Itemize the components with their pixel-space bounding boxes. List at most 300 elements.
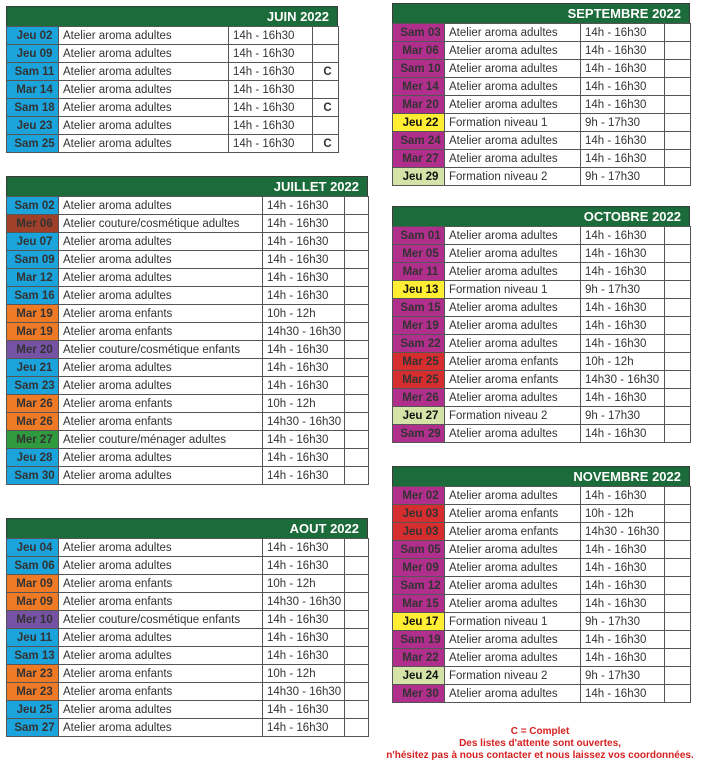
activity-label: Atelier aroma adultes <box>445 24 581 42</box>
schedule-row <box>393 281 691 299</box>
status-cell <box>313 27 339 45</box>
schedule-row <box>7 197 369 215</box>
schedule-row <box>393 42 691 60</box>
time-slot: 14h - 16h30 <box>229 135 313 153</box>
schedule-row <box>393 24 691 42</box>
time-slot: 14h - 16h30 <box>581 389 665 407</box>
time-slot: 14h - 16h30 <box>581 78 665 96</box>
status-cell <box>345 251 369 269</box>
day-badge: Jeu 02 <box>7 27 59 45</box>
time-slot: 14h - 16h30 <box>581 425 665 443</box>
schedule-row <box>393 541 691 559</box>
activity-label: Atelier aroma adultes <box>59 359 263 377</box>
activity-label: Atelier couture/cosmétique enfants <box>59 611 263 629</box>
time-slot: 10h - 12h <box>263 665 345 683</box>
day-badge: Mer 30 <box>393 685 445 703</box>
day-badge: Mar 14 <box>7 81 59 99</box>
schedule-table <box>392 226 691 443</box>
month-title: AOUT 2022 <box>6 518 368 538</box>
status-cell <box>345 629 369 647</box>
day-badge: Mar 25 <box>393 371 445 389</box>
activity-label: Atelier aroma adultes <box>59 377 263 395</box>
schedule-row <box>7 719 369 737</box>
schedule-row <box>7 395 369 413</box>
activity-label: Atelier aroma adultes <box>445 299 581 317</box>
status-cell <box>665 407 691 425</box>
schedule-row <box>393 613 691 631</box>
legend-note <box>384 726 696 762</box>
day-badge: Sam 27 <box>7 719 59 737</box>
activity-label: Atelier aroma enfants <box>445 353 581 371</box>
schedule-row <box>393 353 691 371</box>
day-badge: Sam 02 <box>7 197 59 215</box>
activity-label: Atelier aroma adultes <box>59 719 263 737</box>
activity-label: Atelier aroma adultes <box>445 631 581 649</box>
time-slot: 14h - 16h30 <box>581 150 665 168</box>
time-slot: 14h - 16h30 <box>229 99 313 117</box>
day-badge: Mar 26 <box>7 395 59 413</box>
day-badge: Sam 24 <box>393 132 445 150</box>
activity-label: Atelier aroma adultes <box>59 99 229 117</box>
month-title: JUIN 2022 <box>6 6 338 26</box>
month-title: OCTOBRE 2022 <box>392 206 690 226</box>
time-slot: 14h - 16h30 <box>581 335 665 353</box>
day-badge: Mer 05 <box>393 245 445 263</box>
time-slot: 9h - 17h30 <box>581 281 665 299</box>
time-slot: 14h - 16h30 <box>581 60 665 78</box>
time-slot: 14h30 - 16h30 <box>263 593 345 611</box>
status-cell <box>345 683 369 701</box>
status-cell <box>665 425 691 443</box>
schedule-table <box>6 26 339 153</box>
time-slot: 14h - 16h30 <box>263 269 345 287</box>
activity-label: Atelier aroma adultes <box>445 577 581 595</box>
activity-label: Atelier aroma adultes <box>59 629 263 647</box>
activity-label: Atelier aroma adultes <box>59 557 263 575</box>
activity-label: Atelier aroma adultes <box>445 60 581 78</box>
activity-label: Formation niveau 1 <box>445 613 581 631</box>
schedule-row <box>7 629 369 647</box>
activity-label: Atelier couture/ménager adultes <box>59 431 263 449</box>
status-cell <box>665 353 691 371</box>
time-slot: 14h - 16h30 <box>263 233 345 251</box>
time-slot: 14h - 16h30 <box>263 287 345 305</box>
schedule-row <box>7 449 369 467</box>
time-slot: 14h - 16h30 <box>581 132 665 150</box>
status-cell <box>665 281 691 299</box>
day-badge: Jeu 25 <box>7 701 59 719</box>
status-cell <box>345 233 369 251</box>
status-cell <box>665 132 691 150</box>
day-badge: Mer 09 <box>393 559 445 577</box>
day-badge: Mar 19 <box>7 323 59 341</box>
status-cell <box>665 299 691 317</box>
status-cell <box>345 593 369 611</box>
day-badge: Jeu 27 <box>393 407 445 425</box>
time-slot: 14h - 16h30 <box>581 96 665 114</box>
status-cell <box>665 42 691 60</box>
day-badge: Sam 22 <box>393 335 445 353</box>
activity-label: Atelier aroma adultes <box>59 63 229 81</box>
schedule-row <box>393 407 691 425</box>
status-cell <box>345 341 369 359</box>
status-cell <box>665 631 691 649</box>
time-slot: 14h30 - 16h30 <box>581 371 665 389</box>
schedule-row <box>393 685 691 703</box>
activity-label: Atelier aroma enfants <box>445 523 581 541</box>
schedule-row <box>393 299 691 317</box>
activity-label: Atelier aroma adultes <box>445 132 581 150</box>
schedule-row <box>7 305 369 323</box>
day-badge: Sam 15 <box>393 299 445 317</box>
activity-label: Formation niveau 2 <box>445 667 581 685</box>
schedule-row <box>393 523 691 541</box>
day-badge: Jeu 11 <box>7 629 59 647</box>
schedule-row <box>393 168 691 186</box>
activity-label: Atelier aroma adultes <box>445 595 581 613</box>
status-cell <box>345 449 369 467</box>
day-badge: Sam 16 <box>7 287 59 305</box>
day-badge: Jeu 07 <box>7 233 59 251</box>
time-slot: 14h - 16h30 <box>263 611 345 629</box>
day-badge: Sam 01 <box>393 227 445 245</box>
time-slot: 14h - 16h30 <box>263 449 345 467</box>
status-cell <box>345 413 369 431</box>
status-cell <box>665 371 691 389</box>
activity-label: Atelier aroma adultes <box>59 45 229 63</box>
activity-label: Atelier aroma adultes <box>445 96 581 114</box>
schedule-row <box>393 150 691 168</box>
month-title: NOVEMBRE 2022 <box>392 466 690 486</box>
status-cell <box>665 389 691 407</box>
activity-label: Atelier aroma adultes <box>445 487 581 505</box>
status-cell <box>665 613 691 631</box>
activity-label: Atelier aroma enfants <box>445 505 581 523</box>
day-badge: Sam 18 <box>7 99 59 117</box>
day-badge: Jeu 21 <box>7 359 59 377</box>
activity-label: Atelier aroma adultes <box>59 233 263 251</box>
day-badge: Mer 26 <box>393 389 445 407</box>
status-cell <box>313 117 339 135</box>
day-badge: Sam 05 <box>393 541 445 559</box>
activity-label: Atelier aroma adultes <box>59 539 263 557</box>
activity-label: Atelier aroma adultes <box>59 647 263 665</box>
schedule-table <box>392 486 691 703</box>
schedule-row <box>7 647 369 665</box>
activity-label: Atelier aroma enfants <box>59 683 263 701</box>
day-badge: Jeu 23 <box>7 117 59 135</box>
schedule-row <box>393 425 691 443</box>
activity-label: Atelier aroma adultes <box>59 269 263 287</box>
status-cell <box>345 305 369 323</box>
day-badge: Mar 15 <box>393 595 445 613</box>
day-badge: Sam 10 <box>393 60 445 78</box>
schedule-row <box>7 575 369 593</box>
status-cell <box>665 317 691 335</box>
activity-label: Atelier aroma adultes <box>59 81 229 99</box>
status-cell <box>345 647 369 665</box>
status-cell <box>345 665 369 683</box>
status-cell <box>665 649 691 667</box>
activity-label: Atelier aroma adultes <box>445 559 581 577</box>
time-slot: 14h30 - 16h30 <box>263 683 345 701</box>
schedule-row <box>393 335 691 353</box>
time-slot: 14h - 16h30 <box>581 24 665 42</box>
schedule-row <box>7 45 339 63</box>
time-slot: 14h - 16h30 <box>229 45 313 63</box>
schedule-row <box>7 81 339 99</box>
schedule-row <box>393 667 691 685</box>
day-badge: Mar 12 <box>7 269 59 287</box>
time-slot: 14h - 16h30 <box>581 559 665 577</box>
day-badge: Sam 29 <box>393 425 445 443</box>
time-slot: 14h - 16h30 <box>263 341 345 359</box>
schedule-row <box>7 287 369 305</box>
time-slot: 14h - 16h30 <box>581 245 665 263</box>
status-cell <box>665 96 691 114</box>
time-slot: 14h - 16h30 <box>263 467 345 485</box>
schedule-row <box>393 595 691 613</box>
status-cell <box>345 611 369 629</box>
schedule-row <box>393 649 691 667</box>
time-slot: 10h - 12h <box>263 575 345 593</box>
day-badge: Jeu 04 <box>7 539 59 557</box>
activity-label: Formation niveau 2 <box>445 407 581 425</box>
schedule-row <box>7 683 369 701</box>
day-badge: Sam 12 <box>393 577 445 595</box>
activity-label: Atelier aroma adultes <box>59 117 229 135</box>
schedule-row <box>7 359 369 377</box>
schedule-row <box>393 227 691 245</box>
time-slot: 14h - 16h30 <box>581 42 665 60</box>
schedule-row <box>7 467 369 485</box>
activity-label: Atelier couture/cosmétique adultes <box>59 215 263 233</box>
status-cell <box>665 667 691 685</box>
schedule-row <box>393 487 691 505</box>
time-slot: 10h - 12h <box>581 505 665 523</box>
schedule-row <box>7 413 369 431</box>
day-badge: Sam 11 <box>7 63 59 81</box>
day-badge: Sam 09 <box>7 251 59 269</box>
time-slot: 10h - 12h <box>263 305 345 323</box>
schedule-row <box>7 251 369 269</box>
time-slot: 14h - 16h30 <box>581 487 665 505</box>
activity-label: Atelier aroma adultes <box>445 227 581 245</box>
time-slot: 14h - 16h30 <box>263 557 345 575</box>
month-block-aout <box>6 518 368 737</box>
activity-label: Atelier aroma adultes <box>445 425 581 443</box>
day-badge: Sam 06 <box>7 557 59 575</box>
day-badge: Jeu 24 <box>393 667 445 685</box>
activity-label: Atelier aroma adultes <box>445 649 581 667</box>
day-badge: Mar 27 <box>393 150 445 168</box>
day-badge: Jeu 29 <box>393 168 445 186</box>
activity-label: Atelier aroma adultes <box>59 135 229 153</box>
month-block-septembre <box>392 3 690 186</box>
schedule-row <box>7 377 369 395</box>
time-slot: 14h - 16h30 <box>263 251 345 269</box>
day-badge: Mar 20 <box>393 96 445 114</box>
schedule-row <box>7 431 369 449</box>
status-cell: C <box>313 99 339 117</box>
day-badge: Mer 19 <box>393 317 445 335</box>
time-slot: 14h - 16h30 <box>263 647 345 665</box>
time-slot: 14h30 - 16h30 <box>263 323 345 341</box>
schedule-row <box>7 63 339 81</box>
time-slot: 9h - 17h30 <box>581 114 665 132</box>
schedule-table <box>6 196 369 485</box>
activity-label: Atelier aroma enfants <box>59 665 263 683</box>
time-slot: 10h - 12h <box>263 395 345 413</box>
activity-label: Atelier aroma enfants <box>59 305 263 323</box>
activity-label: Atelier aroma adultes <box>445 78 581 96</box>
schedule-row <box>7 611 369 629</box>
schedule-row <box>7 701 369 719</box>
day-badge: Mar 06 <box>393 42 445 60</box>
status-cell <box>313 45 339 63</box>
schedule-row <box>7 341 369 359</box>
activity-label: Atelier couture/cosmétique enfants <box>59 341 263 359</box>
status-cell <box>665 487 691 505</box>
time-slot: 14h - 16h30 <box>263 197 345 215</box>
schedule-row <box>7 215 369 233</box>
time-slot: 14h - 16h30 <box>581 263 665 281</box>
time-slot: 14h - 16h30 <box>229 27 313 45</box>
activity-label: Atelier aroma adultes <box>59 287 263 305</box>
day-badge: Jeu 09 <box>7 45 59 63</box>
activity-label: Atelier aroma adultes <box>445 150 581 168</box>
time-slot: 14h - 16h30 <box>263 377 345 395</box>
day-badge: Sam 25 <box>7 135 59 153</box>
schedule-row <box>393 559 691 577</box>
status-cell <box>345 377 369 395</box>
day-badge: Mar 11 <box>393 263 445 281</box>
schedule-row <box>393 96 691 114</box>
day-badge: Sam 23 <box>7 377 59 395</box>
activity-label: Atelier aroma enfants <box>59 323 263 341</box>
schedule-row <box>7 117 339 135</box>
day-badge: Mer 06 <box>7 215 59 233</box>
schedule-row <box>7 665 369 683</box>
status-cell: C <box>313 63 339 81</box>
month-block-octobre <box>392 206 690 443</box>
status-cell <box>345 575 369 593</box>
status-cell <box>665 150 691 168</box>
day-badge: Mar 22 <box>393 649 445 667</box>
day-badge: Mar 23 <box>7 665 59 683</box>
status-cell <box>345 395 369 413</box>
activity-label: Atelier aroma enfants <box>59 395 263 413</box>
schedule-row <box>393 389 691 407</box>
activity-label: Atelier aroma adultes <box>445 685 581 703</box>
time-slot: 14h - 16h30 <box>229 81 313 99</box>
time-slot: 14h - 16h30 <box>581 649 665 667</box>
schedule-row <box>393 78 691 96</box>
schedule-row <box>393 631 691 649</box>
status-cell <box>345 359 369 377</box>
day-badge: Mer 10 <box>7 611 59 629</box>
activity-label: Atelier aroma adultes <box>59 197 263 215</box>
activity-label: Atelier aroma adultes <box>445 541 581 559</box>
status-cell <box>665 523 691 541</box>
activity-label: Formation niveau 1 <box>445 281 581 299</box>
day-badge: Jeu 28 <box>7 449 59 467</box>
month-block-juin <box>6 6 338 153</box>
activity-label: Atelier aroma adultes <box>59 701 263 719</box>
day-badge: Jeu 17 <box>393 613 445 631</box>
status-cell <box>665 595 691 613</box>
status-cell <box>665 114 691 132</box>
time-slot: 14h - 16h30 <box>581 595 665 613</box>
status-cell <box>665 24 691 42</box>
activity-label: Atelier aroma adultes <box>445 42 581 60</box>
status-cell <box>345 701 369 719</box>
schedule-row <box>393 132 691 150</box>
day-badge: Mer 27 <box>7 431 59 449</box>
status-cell <box>345 323 369 341</box>
time-slot: 9h - 17h30 <box>581 407 665 425</box>
day-badge: Mar 09 <box>7 575 59 593</box>
time-slot: 14h - 16h30 <box>263 629 345 647</box>
contact-text: n'hésitez pas à nous contacter et nous laissez vos coordonnées. <box>386 750 694 761</box>
status-cell <box>665 685 691 703</box>
time-slot: 14h - 16h30 <box>263 431 345 449</box>
day-badge: Sam 13 <box>7 647 59 665</box>
month-block-novembre <box>392 466 690 703</box>
time-slot: 14h - 16h30 <box>263 719 345 737</box>
time-slot: 9h - 17h30 <box>581 613 665 631</box>
status-cell <box>345 539 369 557</box>
schedule-row <box>7 539 369 557</box>
activity-label: Atelier aroma enfants <box>59 593 263 611</box>
status-cell <box>665 505 691 523</box>
time-slot: 14h - 16h30 <box>581 631 665 649</box>
schedule-row <box>7 593 369 611</box>
time-slot: 14h - 16h30 <box>229 117 313 135</box>
activity-label: Formation niveau 1 <box>445 114 581 132</box>
activity-label: Atelier aroma adultes <box>59 251 263 269</box>
status-cell <box>345 719 369 737</box>
status-cell <box>665 60 691 78</box>
time-slot: 14h - 16h30 <box>581 299 665 317</box>
activity-label: Atelier aroma enfants <box>445 371 581 389</box>
time-slot: 14h - 16h30 <box>263 215 345 233</box>
schedule-table <box>392 23 691 186</box>
schedule-row <box>7 99 339 117</box>
activity-label: Atelier aroma adultes <box>445 317 581 335</box>
status-cell <box>665 541 691 559</box>
status-cell <box>313 81 339 99</box>
status-cell <box>665 263 691 281</box>
activity-label: Atelier aroma adultes <box>445 335 581 353</box>
activity-label: Atelier aroma adultes <box>59 467 263 485</box>
day-badge: Mer 02 <box>393 487 445 505</box>
time-slot: 9h - 17h30 <box>581 168 665 186</box>
schedule-row <box>7 269 369 287</box>
status-cell <box>665 559 691 577</box>
status-cell <box>345 269 369 287</box>
time-slot: 14h - 16h30 <box>581 577 665 595</box>
time-slot: 14h30 - 16h30 <box>263 413 345 431</box>
schedule-row <box>7 323 369 341</box>
status-cell <box>345 467 369 485</box>
schedule-row <box>393 371 691 389</box>
schedule-row <box>393 505 691 523</box>
schedule-row <box>393 577 691 595</box>
schedule-row <box>393 245 691 263</box>
day-badge: Jeu 03 <box>393 505 445 523</box>
time-slot: 14h - 16h30 <box>581 227 665 245</box>
